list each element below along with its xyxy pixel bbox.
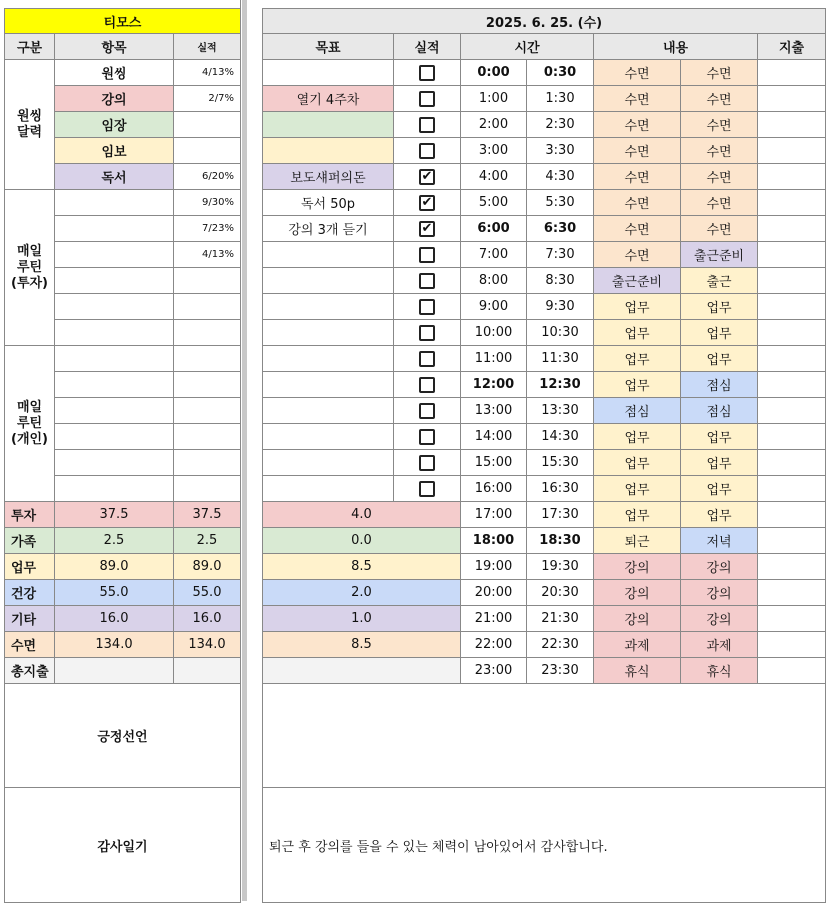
- time-start: 5:00: [461, 190, 527, 216]
- checkbox-icon[interactable]: [419, 325, 435, 341]
- result-checkbox-cell[interactable]: [394, 476, 461, 502]
- content-first-half[interactable]: 수면: [594, 216, 681, 242]
- result-checkbox-cell[interactable]: [394, 242, 461, 268]
- item-cell: [55, 242, 174, 268]
- affirmation-label: 긍정선언: [4, 684, 241, 788]
- goal-cell: [262, 242, 394, 268]
- time-start: 17:00: [461, 502, 527, 528]
- content-first-half[interactable]: 업무: [594, 502, 681, 528]
- item-cell: 임장: [55, 112, 174, 138]
- checkbox-icon[interactable]: [419, 429, 435, 445]
- checkbox-icon[interactable]: [419, 273, 435, 289]
- goal-cell: [262, 346, 394, 372]
- item-cell: [55, 372, 174, 398]
- time-half: 6:30: [527, 216, 594, 242]
- expense-cell[interactable]: [758, 242, 826, 268]
- content-first-half[interactable]: 업무: [594, 372, 681, 398]
- goal-cell: [262, 294, 394, 320]
- expense-cell[interactable]: [758, 554, 826, 580]
- result-cell: [174, 346, 241, 372]
- affirmation-text[interactable]: [262, 684, 826, 788]
- time-start: 12:00: [461, 372, 527, 398]
- group-label: 매일 루틴 (투자): [4, 190, 55, 346]
- content-first-half[interactable]: 업무: [594, 320, 681, 346]
- expense-cell[interactable]: [758, 190, 826, 216]
- summary-actual: [174, 658, 241, 684]
- content-first-half[interactable]: 수면: [594, 86, 681, 112]
- result-checkbox-cell[interactable]: [394, 346, 461, 372]
- time-half: 7:30: [527, 242, 594, 268]
- result-cell: 4/13%: [174, 60, 241, 86]
- time-half: 10:30: [527, 320, 594, 346]
- content-second-half[interactable]: 점심: [681, 372, 758, 398]
- header-result: 실적: [174, 34, 241, 60]
- time-half: 11:30: [527, 346, 594, 372]
- group-label: 매일 루틴 (개인): [4, 346, 55, 502]
- goal-summary-cell: 2.0: [262, 580, 461, 606]
- time-start: 13:00: [461, 398, 527, 424]
- content-first-half[interactable]: 강의: [594, 606, 681, 632]
- content-second-half[interactable]: 업무: [681, 502, 758, 528]
- time-half: 5:30: [527, 190, 594, 216]
- time-start: 7:00: [461, 242, 527, 268]
- summary-actual: 37.5: [174, 502, 241, 528]
- result-checkbox-cell[interactable]: [394, 398, 461, 424]
- time-start: 6:00: [461, 216, 527, 242]
- checkbox-icon[interactable]: [419, 117, 435, 133]
- content-second-half[interactable]: 출근: [681, 268, 758, 294]
- item-cell: [55, 346, 174, 372]
- content-first-half[interactable]: 수면: [594, 112, 681, 138]
- time-start: 8:00: [461, 268, 527, 294]
- result-checkbox-cell[interactable]: [394, 424, 461, 450]
- time-half: 3:30: [527, 138, 594, 164]
- result-cell: [174, 320, 241, 346]
- goal-cell: [262, 138, 394, 164]
- time-half: 1:30: [527, 86, 594, 112]
- content-first-half[interactable]: 수면: [594, 242, 681, 268]
- content-second-half[interactable]: 강의: [681, 606, 758, 632]
- time-half: 9:30: [527, 294, 594, 320]
- item-cell: [55, 268, 174, 294]
- expense-cell[interactable]: [758, 632, 826, 658]
- time-half: 0:30: [527, 60, 594, 86]
- content-second-half[interactable]: 수면: [681, 138, 758, 164]
- checked-checkbox-icon[interactable]: ✔: [419, 195, 435, 211]
- header-item: 항목: [55, 34, 174, 60]
- expense-cell[interactable]: [758, 450, 826, 476]
- item-cell: [55, 294, 174, 320]
- time-half: 16:30: [527, 476, 594, 502]
- content-first-half[interactable]: 수면: [594, 190, 681, 216]
- content-first-half[interactable]: 점심: [594, 398, 681, 424]
- time-start: 1:00: [461, 86, 527, 112]
- content-first-half[interactable]: 강의: [594, 554, 681, 580]
- checkbox-icon[interactable]: [419, 481, 435, 497]
- content-second-half[interactable]: 강의: [681, 554, 758, 580]
- content-first-half[interactable]: 휴식: [594, 658, 681, 684]
- expense-cell[interactable]: [758, 268, 826, 294]
- content-first-half[interactable]: 업무: [594, 476, 681, 502]
- item-cell: [55, 424, 174, 450]
- time-start: 2:00: [461, 112, 527, 138]
- checkbox-icon[interactable]: [419, 247, 435, 263]
- content-first-half[interactable]: 수면: [594, 138, 681, 164]
- content-second-half[interactable]: 수면: [681, 190, 758, 216]
- expense-cell[interactable]: [758, 580, 826, 606]
- content-first-half[interactable]: 과제: [594, 632, 681, 658]
- goal-cell: [262, 398, 394, 424]
- item-cell: 원씽: [55, 60, 174, 86]
- item-cell: [55, 450, 174, 476]
- item-cell: 강의: [55, 86, 174, 112]
- time-half: 13:30: [527, 398, 594, 424]
- left-title: 티모스: [4, 8, 241, 34]
- result-checkbox-cell[interactable]: [394, 190, 461, 216]
- content-second-half[interactable]: 업무: [681, 346, 758, 372]
- content-second-half[interactable]: 업무: [681, 450, 758, 476]
- content-first-half[interactable]: 강의: [594, 580, 681, 606]
- content-second-half[interactable]: 출근준비: [681, 242, 758, 268]
- time-half: 4:30: [527, 164, 594, 190]
- time-half: 18:30: [527, 528, 594, 554]
- header-goal: 목표: [262, 34, 394, 60]
- time-start: 22:00: [461, 632, 527, 658]
- result-cell: [174, 112, 241, 138]
- content-first-half[interactable]: 업무: [594, 294, 681, 320]
- result-cell: 6/20%: [174, 164, 241, 190]
- result-checkbox-cell[interactable]: [394, 164, 461, 190]
- item-cell: [55, 320, 174, 346]
- gratitude-label: 감사일기: [4, 788, 241, 903]
- expense-cell[interactable]: [758, 60, 826, 86]
- expense-cell[interactable]: [758, 112, 826, 138]
- summary-plan: 89.0: [55, 554, 174, 580]
- expense-cell[interactable]: [758, 320, 826, 346]
- content-first-half[interactable]: 출근준비: [594, 268, 681, 294]
- summary-actual: 16.0: [174, 606, 241, 632]
- header-time: 시간: [461, 34, 594, 60]
- checkbox-icon[interactable]: [419, 65, 435, 81]
- result-cell: 7/23%: [174, 216, 241, 242]
- expense-cell[interactable]: [758, 528, 826, 554]
- result-checkbox-cell[interactable]: [394, 112, 461, 138]
- result-cell: [174, 450, 241, 476]
- content-second-half[interactable]: 수면: [681, 164, 758, 190]
- result-cell: [174, 138, 241, 164]
- goal-cell: 보도섀퍼의돈: [262, 164, 394, 190]
- time-start: 16:00: [461, 476, 527, 502]
- goal-cell: [262, 112, 394, 138]
- summary-label: 건강: [4, 580, 55, 606]
- panel-divider: [240, 0, 262, 901]
- time-start: 21:00: [461, 606, 527, 632]
- content-first-half[interactable]: 업무: [594, 346, 681, 372]
- expense-cell[interactable]: [758, 294, 826, 320]
- item-cell: [55, 476, 174, 502]
- item-cell: 독서: [55, 164, 174, 190]
- date-header: 2025. 6. 25. (수): [262, 8, 826, 34]
- result-checkbox-cell[interactable]: [394, 320, 461, 346]
- summary-actual: 2.5: [174, 528, 241, 554]
- checked-checkbox-icon[interactable]: ✔: [419, 169, 435, 185]
- checkbox-icon[interactable]: [419, 351, 435, 367]
- checkbox-icon[interactable]: [419, 455, 435, 471]
- time-half: 22:30: [527, 632, 594, 658]
- content-first-half[interactable]: 수면: [594, 60, 681, 86]
- result-checkbox-cell[interactable]: [394, 450, 461, 476]
- time-start: 20:00: [461, 580, 527, 606]
- content-second-half[interactable]: 수면: [681, 60, 758, 86]
- summary-plan: 55.0: [55, 580, 174, 606]
- header-content: 내용: [594, 34, 758, 60]
- time-start: 18:00: [461, 528, 527, 554]
- expense-cell[interactable]: [758, 502, 826, 528]
- summary-actual: 89.0: [174, 554, 241, 580]
- summary-actual: 55.0: [174, 580, 241, 606]
- expense-cell[interactable]: [758, 86, 826, 112]
- content-first-half[interactable]: 업무: [594, 450, 681, 476]
- time-start: 10:00: [461, 320, 527, 346]
- goal-cell: [262, 320, 394, 346]
- time-start: 15:00: [461, 450, 527, 476]
- result-cell: [174, 424, 241, 450]
- summary-label: 총지출: [4, 658, 55, 684]
- divider-bar: [242, 0, 247, 901]
- result-checkbox-cell[interactable]: [394, 86, 461, 112]
- time-start: 4:00: [461, 164, 527, 190]
- summary-plan: 37.5: [55, 502, 174, 528]
- item-cell: [55, 398, 174, 424]
- time-start: 14:00: [461, 424, 527, 450]
- goal-summary-cell: 1.0: [262, 606, 461, 632]
- goal-cell: 강의 3개 듣기: [262, 216, 394, 242]
- summary-label: 수면: [4, 632, 55, 658]
- checkbox-icon[interactable]: [419, 377, 435, 393]
- content-first-half[interactable]: 업무: [594, 424, 681, 450]
- checkbox-icon[interactable]: [419, 403, 435, 419]
- time-start: 9:00: [461, 294, 527, 320]
- summary-plan: 134.0: [55, 632, 174, 658]
- content-second-half[interactable]: 업무: [681, 476, 758, 502]
- goal-cell: 독서 50p: [262, 190, 394, 216]
- expense-cell[interactable]: [758, 658, 826, 684]
- expense-cell[interactable]: [758, 216, 826, 242]
- goal-summary-cell: 0.0: [262, 528, 461, 554]
- goal-summary-cell: 4.0: [262, 502, 461, 528]
- result-cell: [174, 398, 241, 424]
- content-second-half[interactable]: 수면: [681, 216, 758, 242]
- result-cell: 2/7%: [174, 86, 241, 112]
- time-half: 2:30: [527, 112, 594, 138]
- goal-cell: [262, 450, 394, 476]
- checkbox-icon[interactable]: [419, 143, 435, 159]
- header-expense: 지출: [758, 34, 826, 60]
- content-first-half[interactable]: 수면: [594, 164, 681, 190]
- result-checkbox-cell[interactable]: [394, 138, 461, 164]
- expense-cell[interactable]: [758, 372, 826, 398]
- checkbox-icon[interactable]: [419, 91, 435, 107]
- content-second-half[interactable]: 업무: [681, 320, 758, 346]
- time-half: 17:30: [527, 502, 594, 528]
- goal-cell: [262, 372, 394, 398]
- expense-cell[interactable]: [758, 476, 826, 502]
- time-start: 0:00: [461, 60, 527, 86]
- checked-checkbox-icon[interactable]: ✔: [419, 221, 435, 237]
- summary-plan: 16.0: [55, 606, 174, 632]
- summary-plan: [55, 658, 174, 684]
- result-cell: [174, 372, 241, 398]
- summary-label: 업무: [4, 554, 55, 580]
- result-cell: [174, 476, 241, 502]
- item-cell: 임보: [55, 138, 174, 164]
- time-half: 15:30: [527, 450, 594, 476]
- result-cell: 4/13%: [174, 242, 241, 268]
- summary-plan: 2.5: [55, 528, 174, 554]
- header-category: 구분: [4, 34, 55, 60]
- item-cell: [55, 190, 174, 216]
- expense-cell[interactable]: [758, 164, 826, 190]
- result-checkbox-cell[interactable]: [394, 268, 461, 294]
- content-second-half[interactable]: 업무: [681, 424, 758, 450]
- result-checkbox-cell[interactable]: [394, 372, 461, 398]
- result-cell: 9/30%: [174, 190, 241, 216]
- item-cell: [55, 216, 174, 242]
- expense-cell[interactable]: [758, 398, 826, 424]
- content-second-half[interactable]: 저녁: [681, 528, 758, 554]
- time-half: 12:30: [527, 372, 594, 398]
- time-start: 19:00: [461, 554, 527, 580]
- goal-cell: [262, 424, 394, 450]
- goal-summary-cell: 8.5: [262, 632, 461, 658]
- summary-label: 투자: [4, 502, 55, 528]
- expense-cell[interactable]: [758, 138, 826, 164]
- time-half: 21:30: [527, 606, 594, 632]
- expense-cell[interactable]: [758, 606, 826, 632]
- time-half: 19:30: [527, 554, 594, 580]
- time-half: 14:30: [527, 424, 594, 450]
- summary-label: 기타: [4, 606, 55, 632]
- content-first-half[interactable]: 퇴근: [594, 528, 681, 554]
- result-checkbox-cell[interactable]: [394, 60, 461, 86]
- gratitude-text[interactable]: 퇴근 후 강의를 들을 수 있는 체력이 남아있어서 감사합니다.: [262, 788, 826, 903]
- time-half: 20:30: [527, 580, 594, 606]
- summary-label: 가족: [4, 528, 55, 554]
- time-half: 8:30: [527, 268, 594, 294]
- checkbox-icon[interactable]: [419, 299, 435, 315]
- group-label: 원씽 달력: [4, 60, 55, 190]
- time-start: 11:00: [461, 346, 527, 372]
- result-cell: [174, 294, 241, 320]
- content-second-half[interactable]: 휴식: [681, 658, 758, 684]
- time-start: 3:00: [461, 138, 527, 164]
- goal-summary-cell: 8.5: [262, 554, 461, 580]
- content-second-half[interactable]: 과제: [681, 632, 758, 658]
- result-checkbox-cell[interactable]: [394, 294, 461, 320]
- expense-cell[interactable]: [758, 346, 826, 372]
- content-second-half[interactable]: 수면: [681, 112, 758, 138]
- result-checkbox-cell[interactable]: [394, 216, 461, 242]
- content-second-half[interactable]: 수면: [681, 86, 758, 112]
- goal-cell: [262, 60, 394, 86]
- header-result: 실적: [394, 34, 461, 60]
- content-second-half[interactable]: 업무: [681, 294, 758, 320]
- time-half: 23:30: [527, 658, 594, 684]
- goal-cell: [262, 476, 394, 502]
- goal-cell: [262, 268, 394, 294]
- result-cell: [174, 268, 241, 294]
- content-second-half[interactable]: 점심: [681, 398, 758, 424]
- content-second-half[interactable]: 강의: [681, 580, 758, 606]
- goal-cell: 열기 4주차: [262, 86, 394, 112]
- expense-cell[interactable]: [758, 424, 826, 450]
- goal-summary-cell: [262, 658, 461, 684]
- time-start: 23:00: [461, 658, 527, 684]
- summary-actual: 134.0: [174, 632, 241, 658]
